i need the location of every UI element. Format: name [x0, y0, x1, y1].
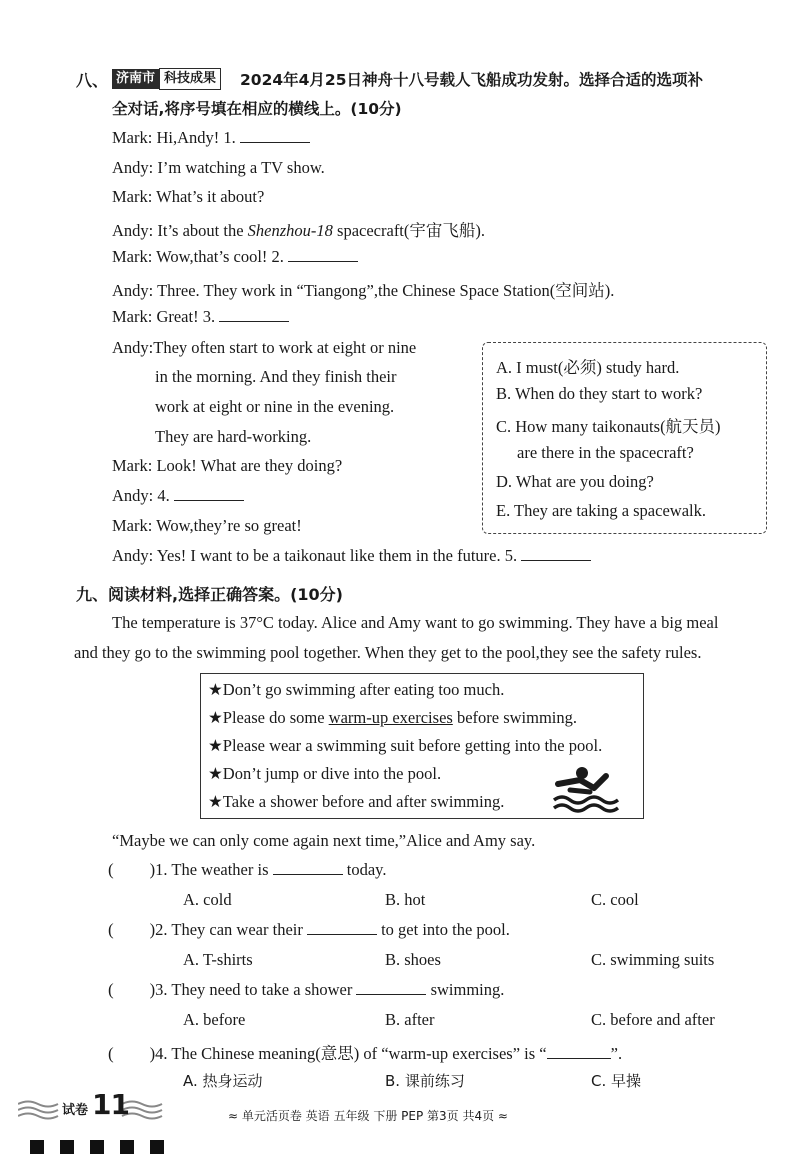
blank-4[interactable] — [174, 486, 244, 501]
q4-option-a[interactable]: A. 热身运动 — [183, 1072, 263, 1090]
question-3: ( )3. They need to take a shower swimming. — [108, 980, 505, 999]
option-e: E. They are taking a spacewalk. — [496, 501, 706, 520]
dialogue-line-8: Andy:They often start to work at eight or nine — [112, 338, 417, 357]
rule-4: ★Don’t jump or dive into the pool. — [208, 764, 442, 783]
q1-blank — [273, 860, 343, 875]
quote-line: “Maybe we can only come again next time,”Alice and Amy say. — [112, 831, 536, 850]
blank-3[interactable] — [219, 307, 289, 322]
passage-line-2: and they go to the swimming pool together. When they get to the pool,they see the safety rules. — [74, 643, 702, 662]
section9-instruction: 阅读材料,选择正确答案。(10分) — [108, 585, 343, 604]
rule-1: ★Don’t go swimming after eating too much. — [208, 680, 505, 699]
q4-option-c[interactable]: C. 早操 — [591, 1072, 642, 1090]
q1-option-a[interactable]: A. cold — [183, 890, 232, 909]
dialogue-line-15: Andy: Yes! I want to be a taikonaut like them in the future. 5. — [112, 546, 591, 566]
q1-option-b[interactable]: B. hot — [385, 890, 426, 909]
footer-page-number: 11 — [92, 1088, 129, 1121]
option-d: D. What are you doing? — [496, 472, 654, 491]
blank-1[interactable] — [240, 128, 310, 143]
section9-heading — [76, 582, 343, 605]
dialogue-line-4: Andy: It’s about the Shenzhou-18 spacecraft(宇宙飞船). — [112, 221, 486, 240]
q1-option-c[interactable]: C. cool — [591, 890, 639, 909]
footer-info: ≈ 单元活页卷 英语 五年级 下册 PEP 第3页 共4页 ≈ — [228, 1109, 508, 1123]
dialogue-line-2: Andy: I’m watching a TV show. — [112, 158, 325, 177]
option-b: B. When do they start to work? — [496, 384, 703, 403]
warm-up-underline: warm-up exercises — [328, 708, 453, 727]
dialogue-line-9: in the morning. And they finish their — [155, 367, 397, 386]
blank-5[interactable] — [521, 546, 591, 561]
section8-instruction-2: 全对话,将序号填在相应的横线上。(10分) — [112, 100, 402, 118]
q4-blank — [547, 1044, 611, 1059]
q4-option-b[interactable]: B. 课前练习 — [385, 1072, 465, 1090]
q2-blank — [307, 920, 377, 935]
section9-number: 九、 — [76, 585, 109, 604]
footer-square — [120, 1140, 134, 1154]
rule-2: ★Please do some warm-up exercises before swimming. — [208, 708, 577, 727]
q3-option-b[interactable]: B. after — [385, 1010, 435, 1029]
dialogue-line-14: Mark: Wow,they’re so great! — [112, 516, 302, 535]
q2-option-c[interactable]: C. swimming suits — [591, 950, 715, 969]
question-4: ( )4. The Chinese meaning(意思) of “warm-up exercises” is “ ”. — [108, 1044, 623, 1063]
option-c-cont: are there in the spacecraft? — [517, 443, 694, 462]
section8-instruction-1: 2024年4月25日神舟十八号载人飞船成功发射。选择合适的选项补 — [240, 71, 703, 89]
dialogue-line-7: Mark: Great! 3. — [112, 307, 289, 327]
dialogue-line-3: Mark: What’s it about? — [112, 187, 265, 206]
dialogue-line-5: Mark: Wow,that’s cool! 2. — [112, 247, 358, 267]
q3-blank — [356, 980, 426, 995]
footer-square — [150, 1140, 164, 1154]
footer-square — [90, 1140, 104, 1154]
dialogue-line-13: Andy: 4. — [112, 486, 244, 506]
rule-3: ★Please wear a swimming suit before getting into the pool. — [208, 736, 603, 755]
swimmer-icon — [550, 762, 622, 814]
dialogue-line-10: work at eight or nine in the evening. — [155, 397, 395, 416]
tag-topic: 科技成果 — [159, 68, 221, 90]
dialogue-line-12: Mark: Look! What are they doing? — [112, 456, 343, 475]
option-a: A. I must(必须) study hard. — [496, 358, 680, 377]
section8-number: 八、 — [76, 71, 109, 90]
dialogue-line-11: They are hard-working. — [155, 427, 312, 446]
question-2: ( )2. They can wear their to get into the pool. — [108, 920, 510, 939]
q3-option-a[interactable]: A. before — [183, 1010, 246, 1029]
question-1: ( )1. The weather is today. — [108, 860, 387, 879]
footer-label: 试卷 — [62, 1103, 89, 1118]
rule-5: ★Take a shower before and after swimming. — [208, 792, 505, 811]
q2-option-a[interactable]: A. T-shirts — [183, 950, 253, 969]
section8-tags — [112, 67, 221, 90]
dialogue-line-6: Andy: Three. They work in “Tiangong”,the Chinese Space Station(空间站). — [112, 281, 615, 300]
blank-2[interactable] — [288, 247, 358, 262]
dialogue-line-1: Mark: Hi,Andy! 1. — [112, 128, 310, 148]
q3-option-c[interactable]: C. before and after — [591, 1010, 715, 1029]
q2-option-b[interactable]: B. shoes — [385, 950, 441, 969]
tag-city: 济南市 — [112, 69, 159, 89]
option-c: C. How many taikonauts(航天员) — [496, 417, 721, 436]
footer-square — [60, 1140, 74, 1154]
footer-square — [30, 1140, 44, 1154]
passage-line-1: The temperature is 37°C today. Alice and Amy want to go swimming. They have a big meal — [112, 613, 719, 632]
